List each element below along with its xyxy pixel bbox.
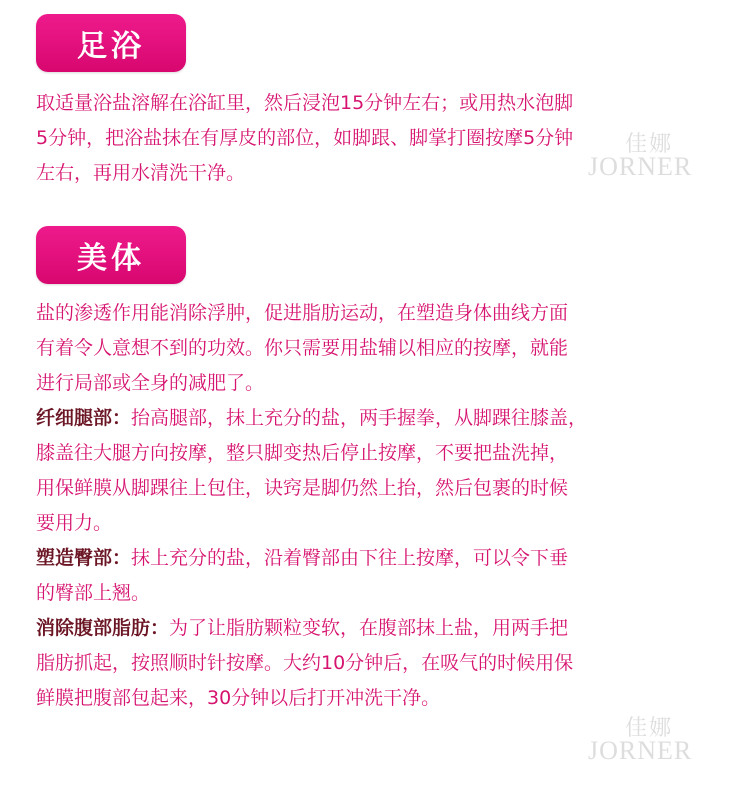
slim-legs-line: 要用力。 [36,512,113,534]
slim-legs-line: 膝盖往大腿方向按摩，整只脚变热后停止按摩，不要把盐洗掉， [36,442,569,464]
slim-legs-term: 纤细腿部： [36,407,132,429]
belly-fat-first-text: 为了让脂肪颗粒变软，在腹部抹上盐，用两手把 [169,617,569,639]
watermark-chinese: 佳娜 [625,715,674,740]
intro-line: 有着令人意想不到的功效。你只需要用盐辅以相应的按摩，就能 [36,337,569,359]
belly-fat-term: 消除腹部脂肪： [36,617,170,639]
shape-hips-first-text: 抹上充分的盐，沿着臀部由下往上按摩，可以令下垂 [131,547,569,569]
slim-legs-first-text: 抬高腿部，抹上充分的盐，两手握拳，从脚踝往膝盖， [131,407,588,429]
shape-hips-first-line [36,541,726,576]
belly-fat-line: 鲜膜把腹部包起来，30分钟以后打开冲洗干净。 [36,687,441,709]
slim-legs-line: 用保鲜膜从脚踝往上包住，诀窍是脚仍然上抬，然后包裹的时候 [36,477,569,499]
body-shaping-content [36,296,726,716]
watermark-logo-bottom [588,715,693,765]
section-heading-foot-bath: 足浴 [36,14,186,72]
belly-fat-first-line [36,611,726,646]
shape-hips-term: 塑造臀部： [36,547,132,569]
section-heading-body-shaping: 美体 [36,226,186,284]
belly-fat-line: 脂肪抓起，按照顺时针按摩。大约10分钟后，在吸气的时候用保 [36,652,574,674]
foot-bath-paragraph [36,86,726,191]
watermark-english: JORNER [588,152,693,181]
slim-legs-first-line [36,401,726,436]
shape-hips-line: 的臀部上翘。 [36,582,151,604]
intro-line: 进行局部或全身的减肥了。 [36,372,265,394]
foot-bath-line: 取适量浴盐溶解在浴缸里，然后浸泡15分钟左右；或用热水泡脚 [36,92,574,114]
watermark-english: JORNER [588,736,693,765]
foot-bath-line: 左右，再用水清洗干净。 [36,162,246,184]
watermark-chinese: 佳娜 [625,131,674,156]
intro-line: 盐的渗透作用能消除浮肿，促进脂肪运动，在塑造身体曲线方面 [36,302,569,324]
foot-bath-line: 5分钟，把浴盐抹在有厚皮的部位，如脚跟、脚掌打圈按摩5分钟 [36,127,574,149]
